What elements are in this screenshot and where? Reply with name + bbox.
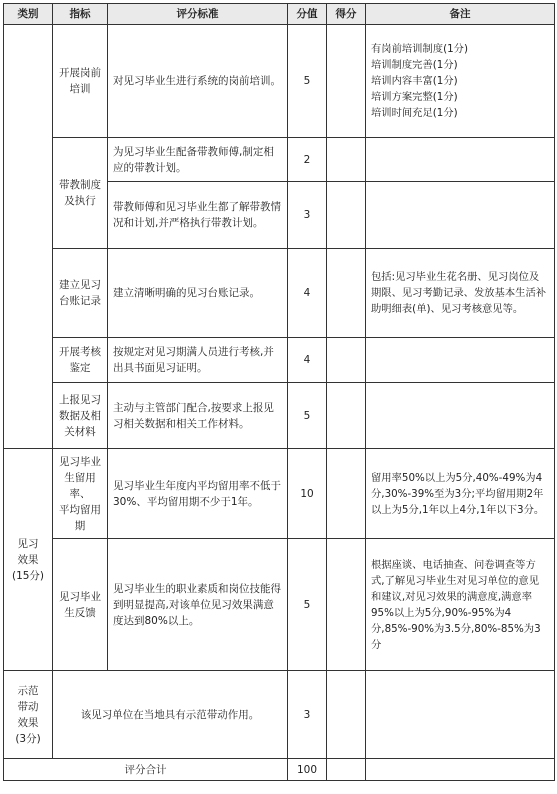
obtained-cell[interactable] [327,539,366,671]
obtained-cell[interactable] [327,383,366,449]
obtained-cell[interactable] [327,449,366,539]
total-label: 评分合计 [4,759,288,781]
score-cell: 5 [288,25,327,138]
obtained-cell[interactable] [327,671,366,759]
note-cell [366,383,555,449]
obtained-cell[interactable] [327,138,366,182]
total-row [4,759,555,781]
header-score: 分值 [288,4,327,25]
category-cell: 见习 效果 (15分) [4,449,53,671]
obtained-cell[interactable] [327,338,366,383]
total-obtained-cell[interactable] [327,759,366,781]
standard-cell: 该见习单位在当地具有示范带动作用。 [53,671,288,759]
note-cell [366,138,555,182]
note-cell [366,182,555,249]
indicator-cell: 开展岗前 培训 [53,25,108,138]
table-row [4,383,555,449]
category-cell: 示范 带动 效果 (3分) [4,671,53,759]
note-cell: 留用率50%以上为5分,40%-49%为4分,30%-39%至为3分;平均留用期2年以上为5分,1年以上4分,1年以下3分。 [366,449,555,539]
note-cell [366,338,555,383]
note-line: 培训内容丰富(1分) [371,75,458,87]
table-row [4,539,555,671]
note-line: 有岗前培训制度(1分) [371,43,468,55]
table-row [4,25,555,138]
table-row [4,338,555,383]
note-line: 培训制度完善(1分) [371,59,458,71]
score-cell: 10 [288,449,327,539]
indicator-cell: 见习毕业 生反馈 [53,539,108,671]
note-line: 培训方案完整(1分) [371,91,458,103]
obtained-cell[interactable] [327,25,366,138]
note-cell: 根据座谈、电话抽查、问卷调查等方式,了解见习毕业生对见习单位的意见和建议,对见习效果的满意度,满意率95%以上为5分,90%-95%为4分,85%-90%为3.5分,80%-85%为3分 [366,539,555,671]
header-category: 类别 [4,4,53,25]
score-cell: 5 [288,539,327,671]
score-cell: 4 [288,338,327,383]
note-cell: 包括:见习毕业生花名册、见习岗位及期限、见习考勤记录、发放基本生活补助明细表(单)、见习考核意见等。 [366,249,555,338]
note-cell [366,25,555,138]
table-row [4,249,555,338]
score-cell: 3 [288,671,327,759]
score-cell: 4 [288,249,327,338]
total-note-cell [366,759,555,781]
standard-cell: 带教师傅和见习毕业生都了解带教情况和计划,并严格执行带教计划。 [108,182,288,249]
note-line: 培训时间充足(1分) [371,107,458,119]
indicator-cell: 带教制度 及执行 [53,138,108,249]
standard-cell: 见习毕业生的职业素质和岗位技能得到明显提高,对该单位见习效果满意度达到80%以上。 [108,539,288,671]
indicator-cell: 开展考核 鉴定 [53,338,108,383]
category-cell [4,25,53,449]
table-row [4,138,555,182]
header-obtained: 得分 [327,4,366,25]
indicator-cell: 上报见习 数据及相 关材料 [53,383,108,449]
header-row [4,4,555,25]
note-cell [366,671,555,759]
header-note: 备注 [366,4,555,25]
total-score: 100 [288,759,327,781]
score-cell: 5 [288,383,327,449]
standard-cell: 建立清晰明确的见习台账记录。 [108,249,288,338]
table-row [4,449,555,539]
indicator-cell: 建立见习 台账记录 [53,249,108,338]
indicator-cell: 见习毕业 生留用率、 平均留用 期 [53,449,108,539]
score-cell: 2 [288,138,327,182]
table-row [4,671,555,759]
obtained-cell[interactable] [327,249,366,338]
header-indicator: 指标 [53,4,108,25]
standard-cell: 为见习毕业生配备带教师傅,制定相应的带教计划。 [108,138,288,182]
standard-cell: 见习毕业生年度内平均留用率不低于30%、平均留用期不少于1年。 [108,449,288,539]
standard-cell: 对见习毕业生进行系统的岗前培训。 [108,25,288,138]
standard-cell: 主动与主管部门配合,按要求上报见习相关数据和相关工作材料。 [108,383,288,449]
obtained-cell[interactable] [327,182,366,249]
standard-cell: 按规定对见习期满人员进行考核,并出具书面见习证明。 [108,338,288,383]
evaluation-table [3,3,555,781]
score-cell: 3 [288,182,327,249]
header-standard: 评分标准 [108,4,288,25]
